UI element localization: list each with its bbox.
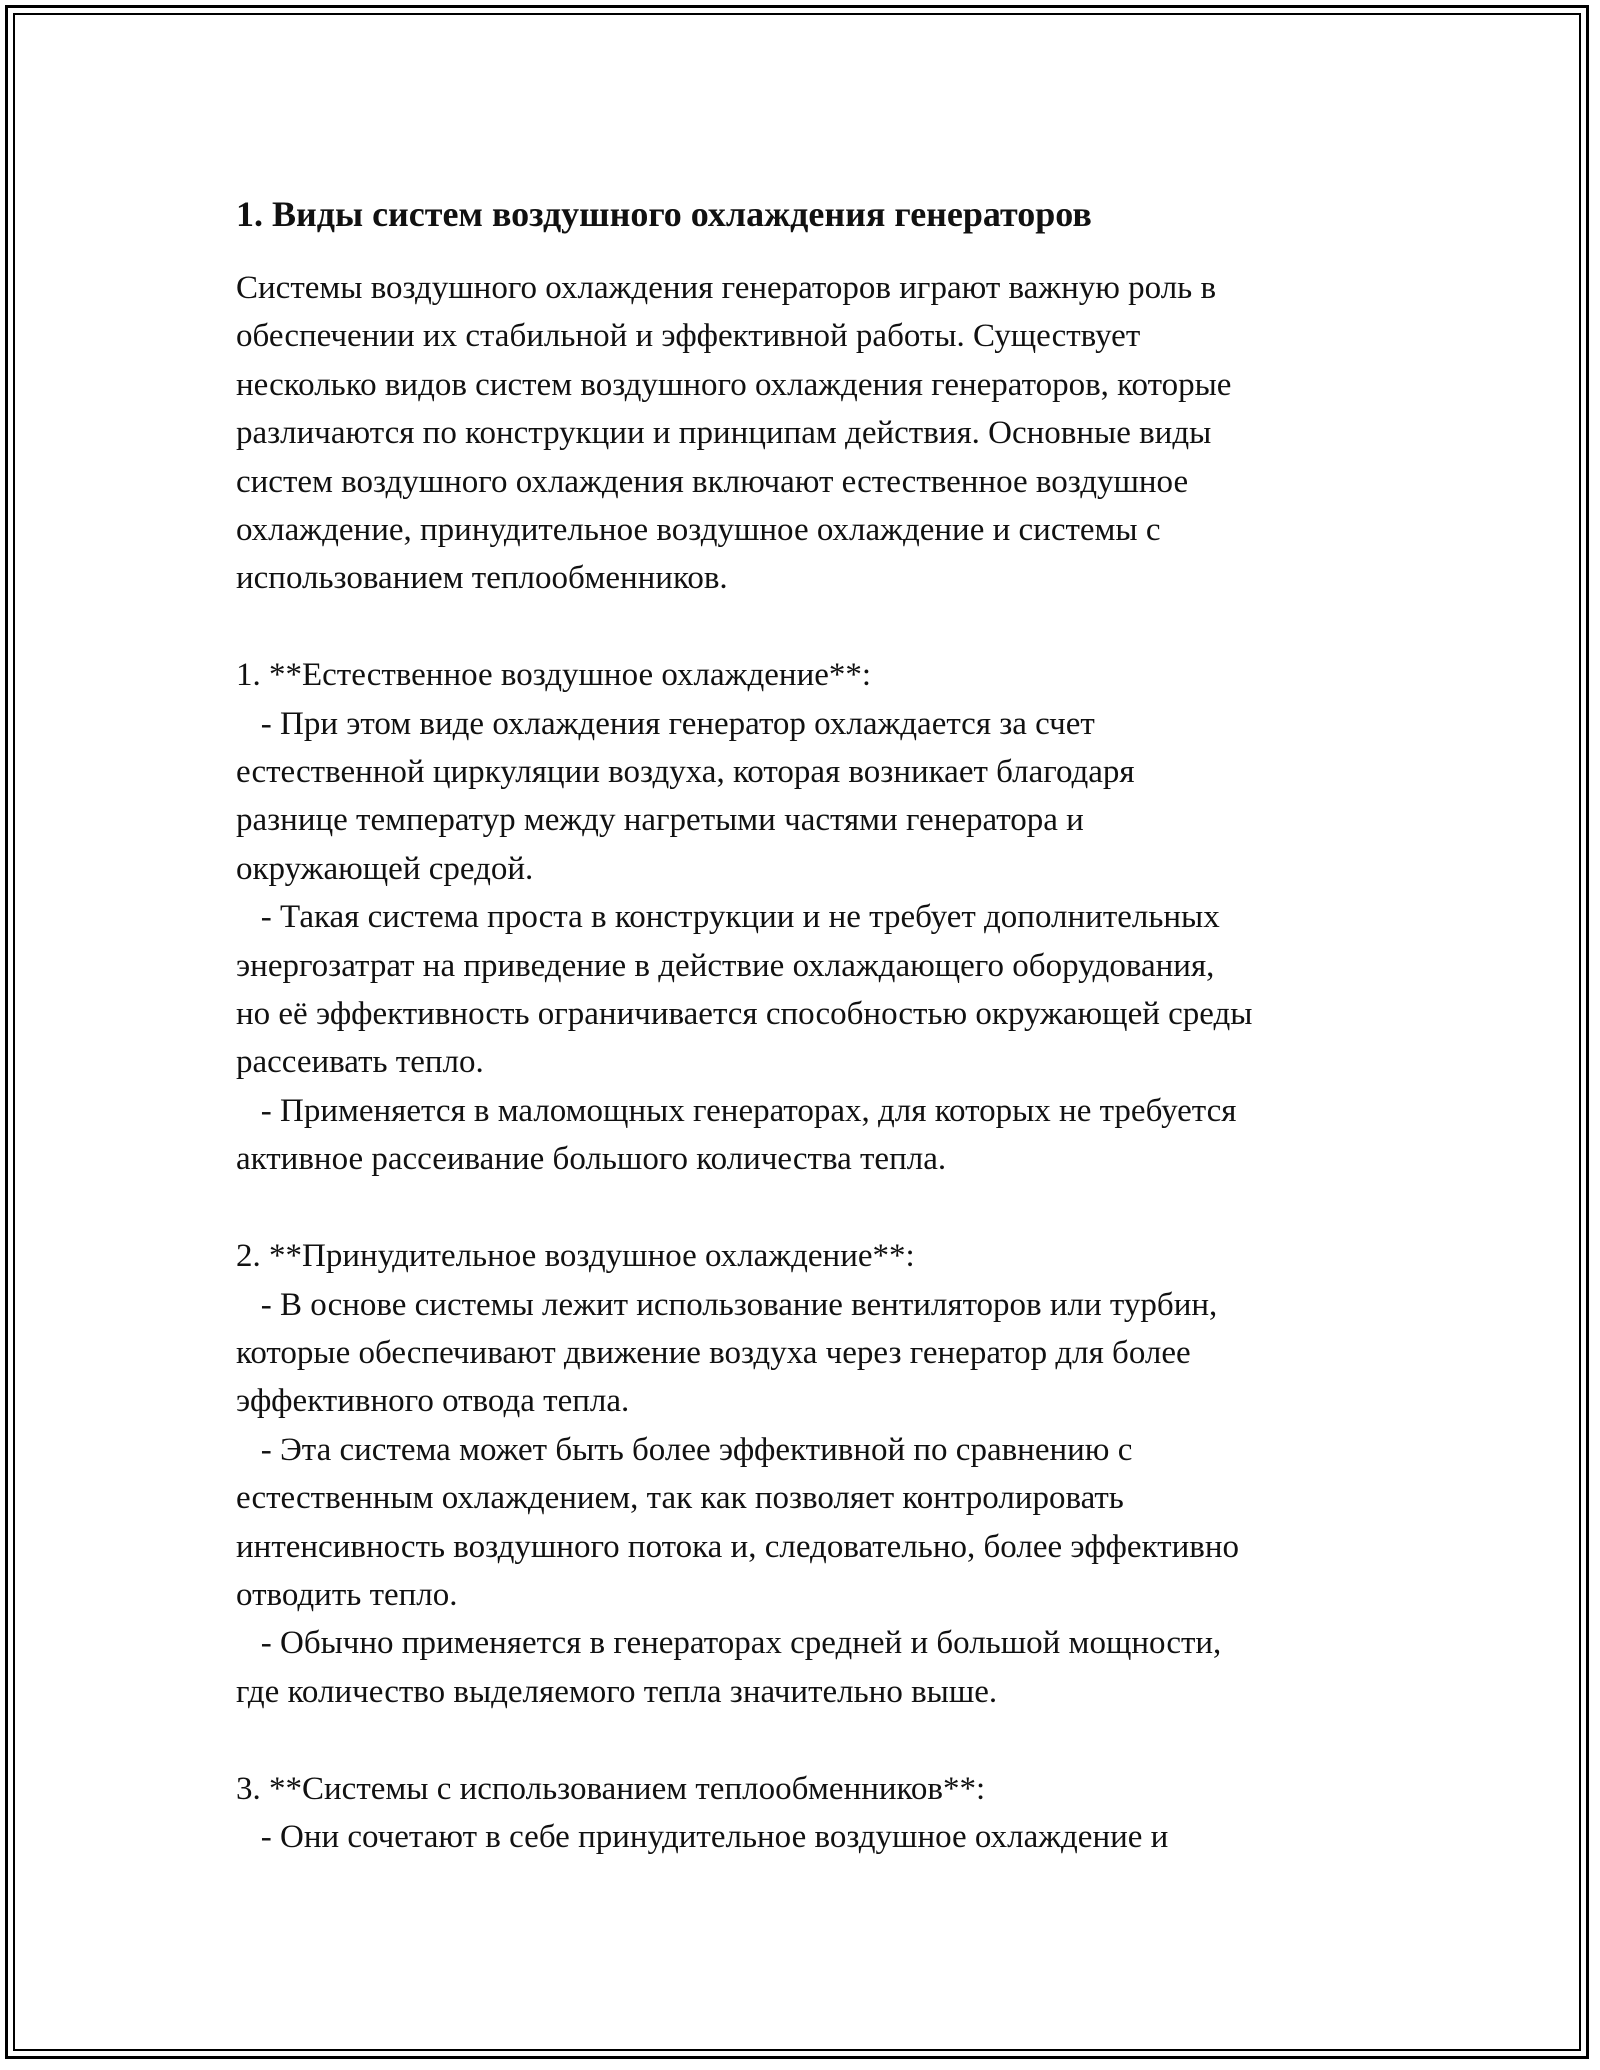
- list-item-title: 2. **Принудительное воздушное охлаждение**:: [236, 1238, 915, 1275]
- paragraph-spacer: [236, 1716, 1376, 1764]
- list-item-title: 3. **Системы с использованием теплообменников**:: [236, 1770, 986, 1807]
- paragraph-spacer: [236, 1184, 1376, 1232]
- list-item-bullet: - Такая система проста в конструкции и не требует дополнительных энергозатрат на приведение в действие охлаждающего оборудования, но её эффективность ограничивается способностью окружающей среды рассеивать тепло.: [236, 899, 1253, 1081]
- document-body: [236, 190, 1376, 1861]
- list-item-bullet: - При этом виде охлаждения генератор охлаждается за счет естественной циркуляции воздуха, которая возникает благодаря разнице температур между нагретыми частями генератора и окружающей средой.: [236, 705, 1135, 887]
- paragraph-spacer: [236, 603, 1376, 651]
- list-item-bullet: - Обычно применяется в генераторах средней и большой мощности, где количество выделяемого тепла значительно выше.: [236, 1625, 1222, 1710]
- intro-paragraph: Системы воздушного охлаждения генераторов играют важную роль в обеспечении их стабильной и эффективной работы. Существует несколько видов систем воздушного охлаждения генераторов, которые различаются по конструкции и принципам действия. Основные виды систем воздушного охлаждения включают естественное воздушное охлаждение, принудительное воздушное охлаждение и системы с использованием теплообменников.: [236, 270, 1232, 597]
- section-heading: 1. Виды систем воздушного охлаждения генераторов: [236, 194, 1092, 234]
- list-item-title: 1. **Естественное воздушное охлаждение**:: [236, 657, 872, 694]
- list-item-bullet: - Эта система может быть более эффективной по сравнению с естественным охлаждением, так как позволяет контролировать интенсивность воздушного потока и, следовательно, более эффективно отводить тепло.: [236, 1431, 1239, 1613]
- list-item-bullet: - Применяется в маломощных генераторах, для которых не требуется активное рассеивание большого количества тепла.: [236, 1092, 1237, 1178]
- list-item-bullet: - Они сочетают в себе принудительное воздушное охлаждение и: [236, 1818, 1169, 1855]
- list-item-bullet: - В основе системы лежит использование вентиляторов или турбин, которые обеспечивают движение воздуха через генератор для более эффективного отвода тепла.: [236, 1286, 1218, 1420]
